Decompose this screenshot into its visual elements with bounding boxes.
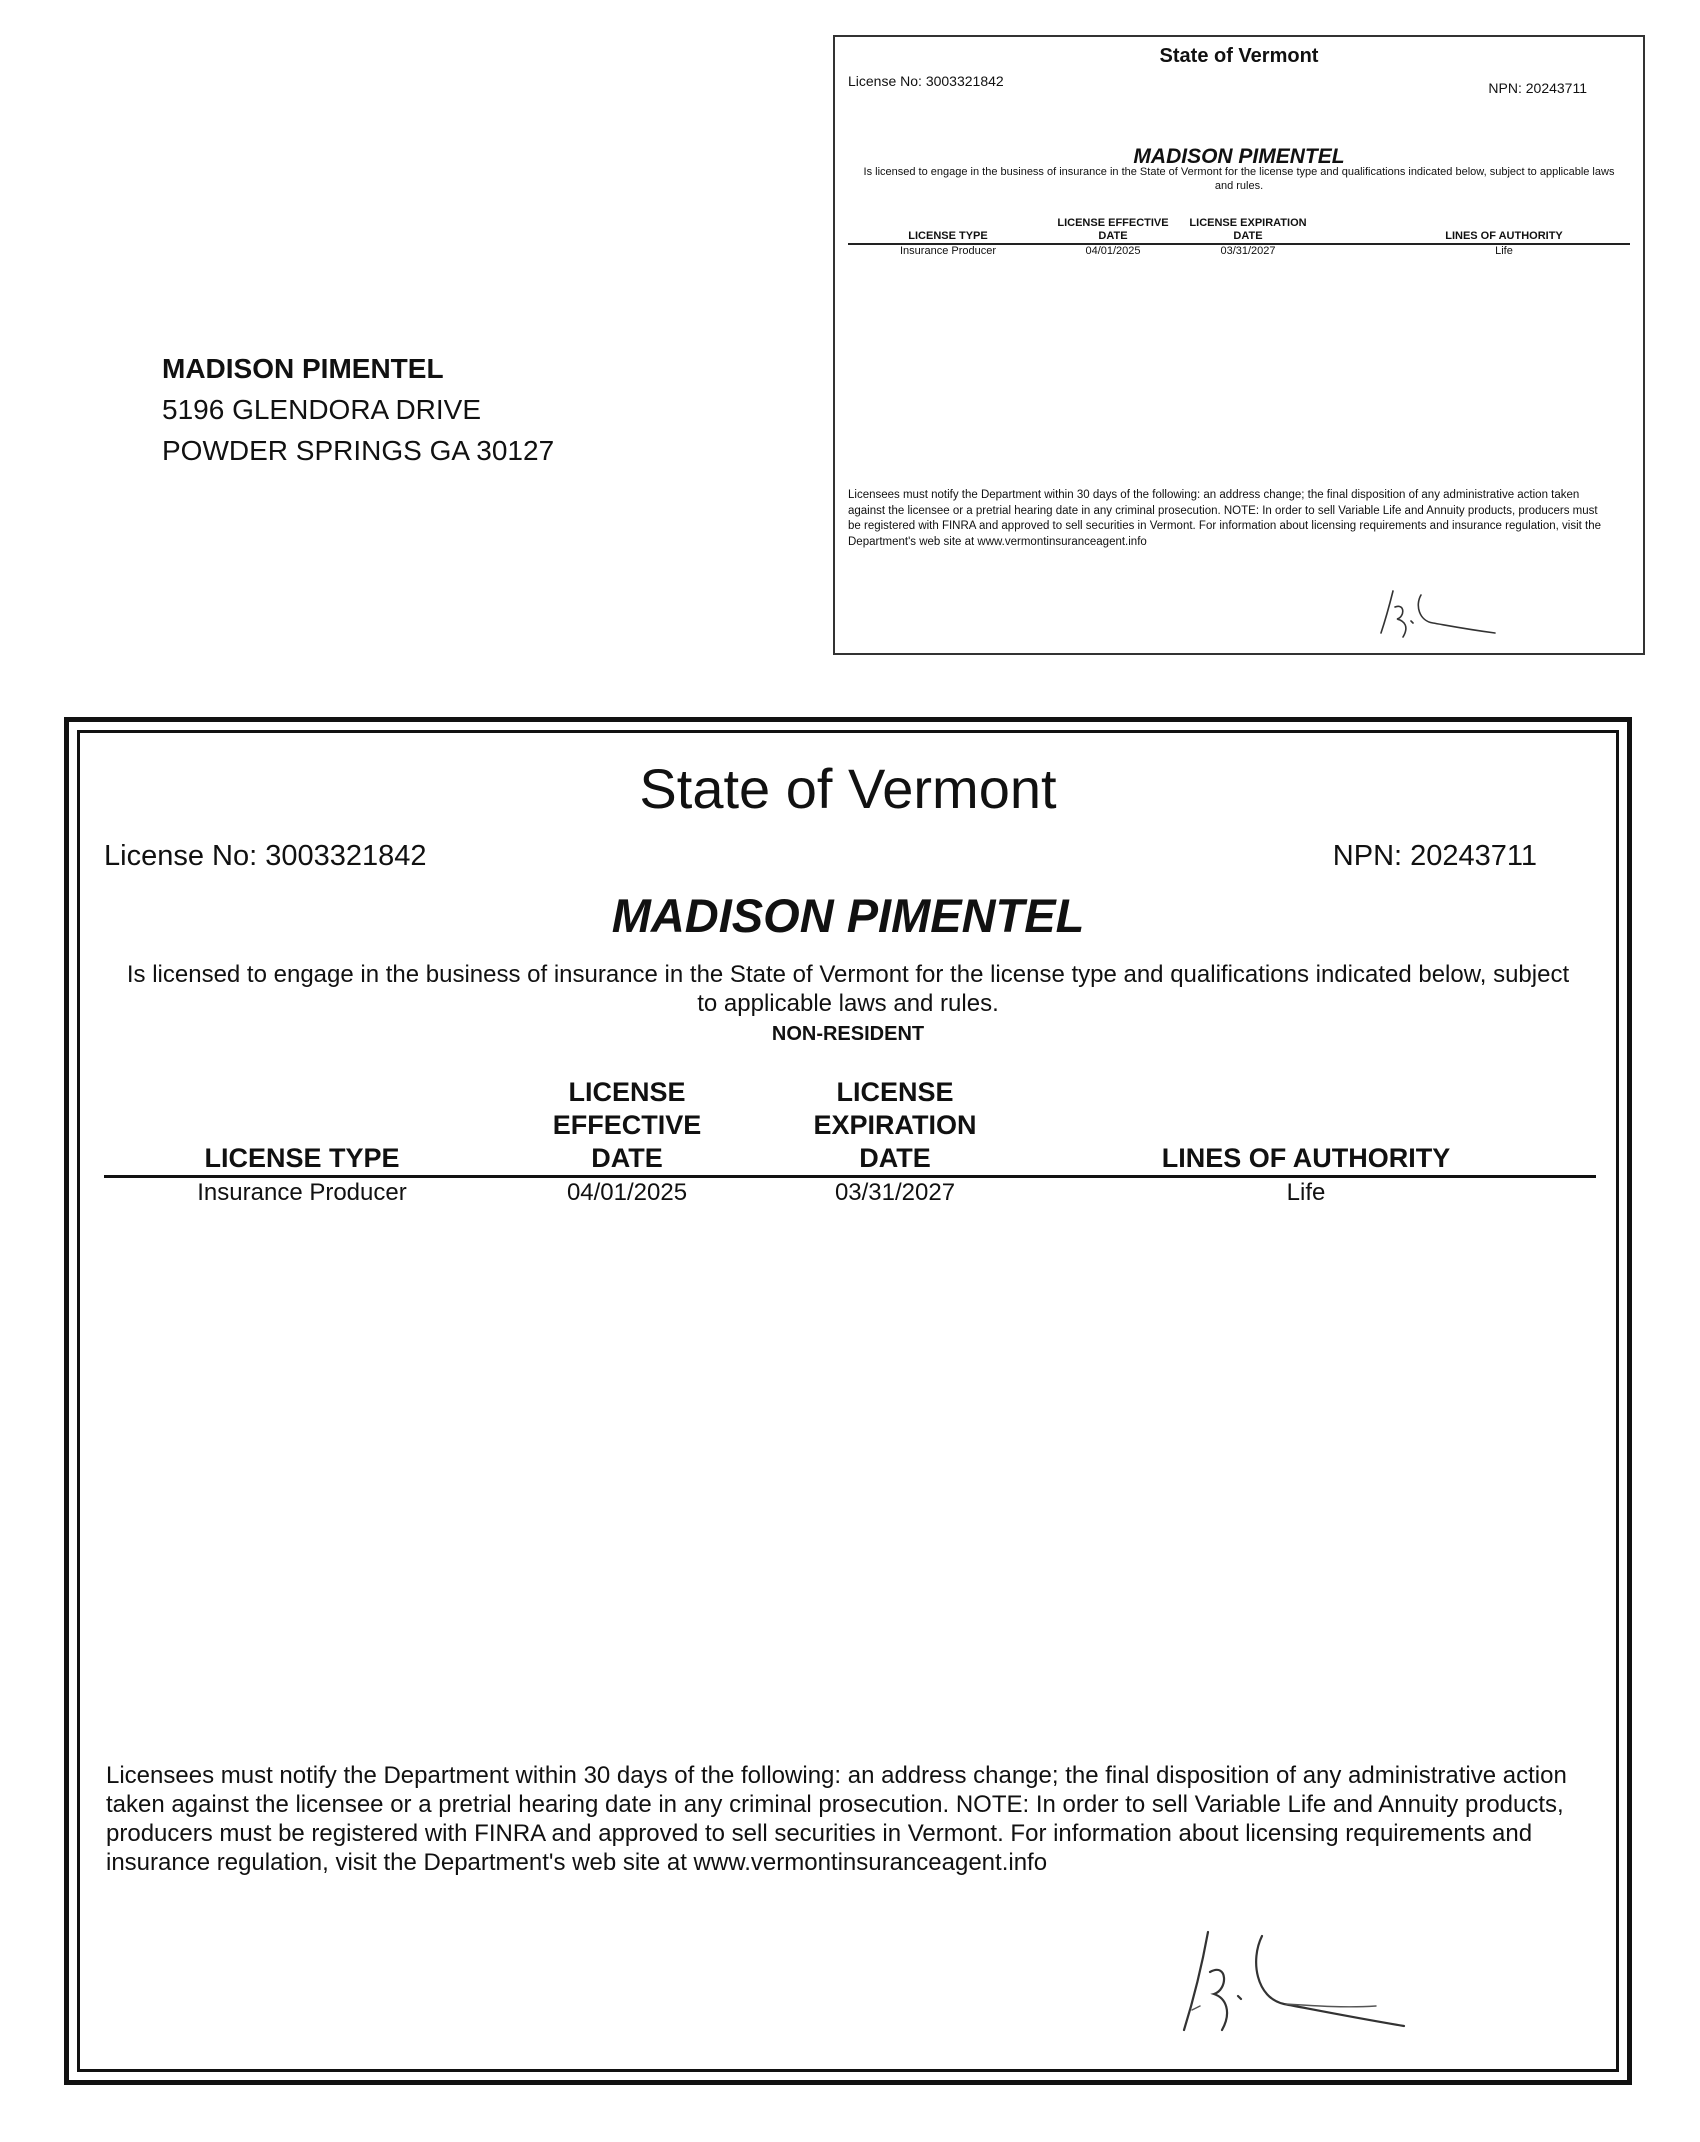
certificate-signature-image <box>1166 1910 1414 2060</box>
header-effective-line2: EFFECTIVE <box>552 1110 702 1140</box>
card-state-title: State of Vermont <box>1159 45 1319 67</box>
header-expiration-date <box>754 1076 1036 1177</box>
table-row <box>848 244 1630 258</box>
header-effective-line1: LICENSE <box>568 1077 686 1107</box>
card-cell-expiration: 03/31/2027 <box>1220 245 1276 257</box>
table-row <box>104 1177 1596 1209</box>
certificate-license-number: License No: 3003321842 <box>104 840 427 872</box>
wallet-license-card <box>833 35 1645 655</box>
header-effective-line3: DATE <box>591 1143 663 1173</box>
certificate-notice: Licensees must notify the Department within 30 days of the following: an address change; the final disposition of any administrative action taken against the licensee or a pretrial hearing date in any criminal prosecution. NOTE: In order to sell Variable Life and Annuity products, producers must be registered with FINRA and approved to sell securities in Vermont. For information about licensing requirements and insurance regulation, visit the Department's web site at www.vermontinsuranceagent.info <box>106 1762 1567 1876</box>
card-cell-effective: 04/01/2025 <box>1085 245 1141 257</box>
cell-expiration-date: 03/31/2027 <box>834 1179 956 1206</box>
header-effective-date <box>500 1076 754 1177</box>
certificate-license-table <box>104 1076 1596 1208</box>
certificate-npn: NPN: 20243711 <box>1332 840 1537 872</box>
card-header-expiration: LICENSE EXPIRATION DATE <box>1178 203 1318 244</box>
card-header-lines: LINES OF AUTHORITY <box>1318 203 1630 244</box>
certificate-inner-border <box>77 730 1619 2072</box>
card-license-statement: Is licensed to engage in the business of insurance in the State of Vermont for the license type and qualifications indicated below, subject to applicable laws and rules. <box>863 166 1615 192</box>
card-signature-image <box>1375 577 1505 651</box>
card-header-effective: LICENSE EFFECTIVE DATE <box>1048 203 1178 244</box>
license-certificate <box>64 717 1632 2085</box>
residency-status: NON-RESIDENT <box>771 1023 925 1045</box>
header-expiration-line3: DATE <box>859 1143 931 1173</box>
card-npn: NPN: 20243711 <box>1488 80 1587 96</box>
card-notice: Licensees must notify the Department within 30 days of the following: an address change; the final disposition of any administrative action taken against the licensee or a pretrial hearing date in any criminal prosecution. NOTE: In order to sell Variable Life and Annuity products, producers must be registered with FINRA and approved to sell securities in Vermont. For information about licensing requirements and insurance regulation, visit the Department's web site at www.vermontinsuranceagent.info <box>848 489 1602 548</box>
card-license-number: License No: 3003321842 <box>848 73 1004 89</box>
city-state-zip: POWDER SPRINGS GA 30127 <box>162 435 555 466</box>
card-table-header <box>848 203 1630 244</box>
card-cell-license-type: Insurance Producer <box>900 245 996 257</box>
header-expiration-line2: EXPIRATION <box>813 1110 977 1140</box>
header-license-type: LICENSE TYPE <box>104 1076 500 1177</box>
recipient-name: MADISON PIMENTEL <box>162 353 444 384</box>
card-header-license-type: LICENSE TYPE <box>848 203 1048 244</box>
certificate-state-title: State of Vermont <box>639 757 1057 820</box>
card-holder-name: MADISON PIMENTEL <box>1133 145 1345 168</box>
street-address: 5196 GLENDORA DRIVE <box>162 394 482 425</box>
cell-effective-date: 04/01/2025 <box>566 1179 688 1206</box>
mailing-address <box>162 348 554 471</box>
certificate-license-statement: Is licensed to engage in the business of insurance in the State of Vermont for the license type and qualifications indicated below, subject to applicable laws and rules. <box>126 961 1570 1017</box>
card-license-table <box>848 203 1630 258</box>
certificate-table-header <box>104 1076 1596 1177</box>
cell-license-type: Insurance Producer <box>197 1179 407 1206</box>
certificate-holder-name: MADISON PIMENTEL <box>611 889 1085 942</box>
header-lines-of-authority: LINES OF AUTHORITY <box>1036 1076 1596 1177</box>
card-cell-lines: Life <box>1495 245 1513 257</box>
header-expiration-line1: LICENSE <box>836 1077 954 1107</box>
cell-lines-of-authority: Life <box>1286 1179 1326 1206</box>
